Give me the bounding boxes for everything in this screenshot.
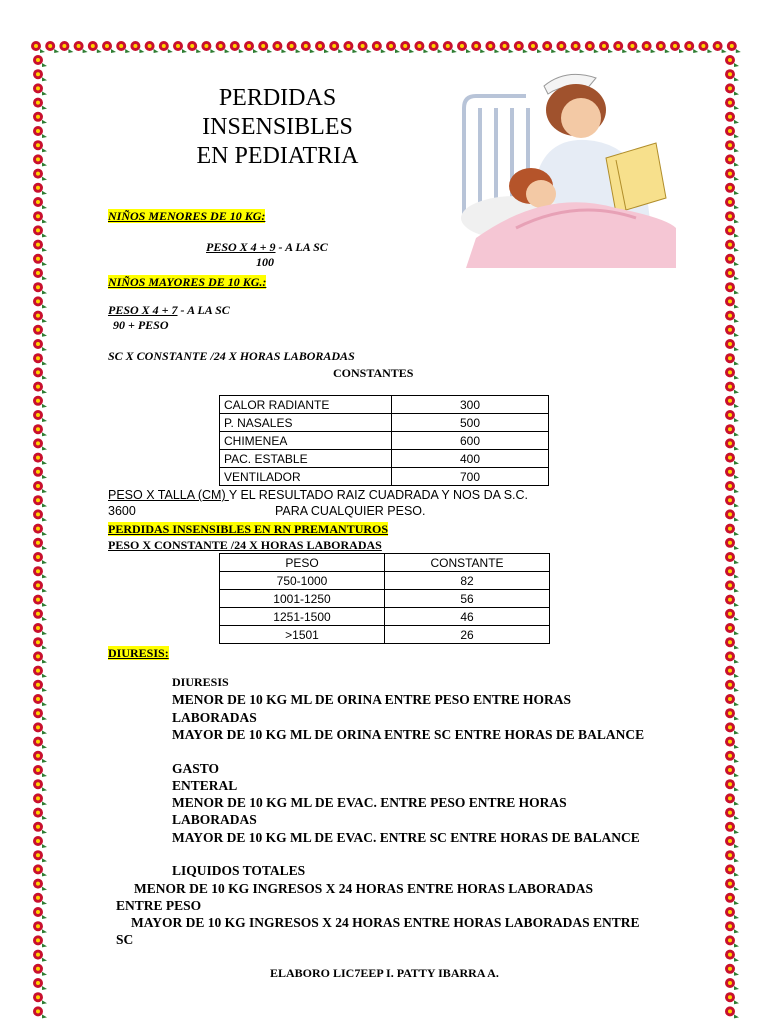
page-title: PERDIDAS INSENSIBLES EN PEDIATRIA [196, 85, 359, 169]
sc-text: PESO X TALLA (CM) Y EL RESULTADO RAIZ CUADRADA Y NOS DA S.C. [108, 488, 529, 502]
diuresis-heading: DIURESIS: [108, 646, 169, 660]
rn-table [219, 553, 550, 644]
liquidos-title: LIQUIDOS TOTALES [172, 863, 306, 878]
rn-constante: 46 [385, 608, 550, 626]
constantes-label: VENTILADOR [220, 468, 392, 486]
rn-peso: >1501 [220, 626, 385, 644]
constantes-label: CHIMENEA [220, 432, 392, 450]
gasto-title: GASTO [172, 761, 220, 776]
menores-formula: PESO X 4 + 9 - A LA SC [206, 240, 328, 254]
diuresis-menor: MENOR DE 10 KG ML DE ORINA ENTRE PESO ENTRE HORAS [172, 692, 572, 707]
diuresis-mayor: MAYOR DE 10 KG ML DE ORINA ENTRE SC ENTRE HORAS DE BALANCE [172, 727, 645, 742]
constantes-row [220, 468, 549, 486]
constantes-label: P. NASALES [220, 414, 392, 432]
constantes-row [220, 450, 549, 468]
rn-table-row [220, 590, 550, 608]
rn-peso: 750-1000 [220, 572, 385, 590]
rn-table-header: CONSTANTE [385, 554, 550, 572]
sc-text-line2: PARA CUALQUIER PESO. [275, 504, 426, 518]
rn-constante: 82 [385, 572, 550, 590]
mayores-formula: PESO X 4 + 7 - A LA SC [108, 303, 230, 317]
diuresis-menor2: LABORADAS [172, 710, 257, 725]
constantes-title: CONSTANTES [333, 366, 414, 380]
constantes-label: PAC. ESTABLE [220, 450, 392, 468]
constantes-row [220, 396, 549, 414]
rn-peso: 1251-1500 [220, 608, 385, 626]
sc-formula: SC X CONSTANTE /24 X HORAS LABORADAS [108, 349, 355, 363]
constantes-value: 500 [392, 414, 549, 432]
rn-constante: 26 [385, 626, 550, 644]
constantes-value: 300 [392, 396, 549, 414]
mayores-denominator: 90 + PESO [113, 318, 169, 332]
gasto-menor: MENOR DE 10 KG ML DE EVAC. ENTRE PESO ENTRE HORAS [172, 795, 567, 810]
rn-heading: PERDIDAS INSENSIBLES EN RN PREMANTUROS [108, 522, 389, 536]
constantes-row [220, 432, 549, 450]
author-credit: ELABORO LIC7EEP I. PATTY IBARRA A. [270, 966, 499, 980]
constantes-table [219, 395, 549, 486]
gasto-menor2: LABORADAS [172, 812, 257, 827]
liquidos-menor2: ENTRE PESO [116, 898, 202, 913]
diuresis-title: DIURESIS [172, 675, 229, 689]
constantes-row [220, 414, 549, 432]
rn-peso: 1001-1250 [220, 590, 385, 608]
constantes-label: CALOR RADIANTE [220, 396, 392, 414]
rn-formula: PESO X CONSTANTE /24 X HORAS LABORADAS [108, 538, 382, 552]
mayores-heading: NIÑOS MAYORES DE 10 KG.: [108, 275, 267, 289]
constantes-value: 600 [392, 432, 549, 450]
rn-constante: 56 [385, 590, 550, 608]
rn-table-row [220, 572, 550, 590]
rn-table-row [220, 626, 550, 644]
constantes-value: 400 [392, 450, 549, 468]
gasto-sub: ENTERAL [172, 778, 238, 793]
constantes-value: 700 [392, 468, 549, 486]
liquidos-menor: MENOR DE 10 KG INGRESOS X 24 HORAS ENTRE HORAS LABORADAS [134, 881, 594, 896]
nurse-reading-to-child-illustration [456, 68, 676, 268]
gasto-mayor: MAYOR DE 10 KG ML DE EVAC. ENTRE SC ENTRE HORAS DE BALANCE [172, 830, 640, 845]
liquidos-mayor2: SC [116, 932, 134, 947]
sc-text-denominator: 3600 [108, 504, 136, 518]
menores-denominator: 100 [256, 255, 274, 269]
rn-table-row [220, 608, 550, 626]
rn-table-header: PESO [220, 554, 385, 572]
liquidos-mayor: MAYOR DE 10 KG INGRESOS X 24 HORAS ENTRE HORAS LABORADAS ENTRE [131, 915, 640, 930]
menores-heading: NIÑOS MENORES DE 10 KG: [108, 209, 266, 223]
